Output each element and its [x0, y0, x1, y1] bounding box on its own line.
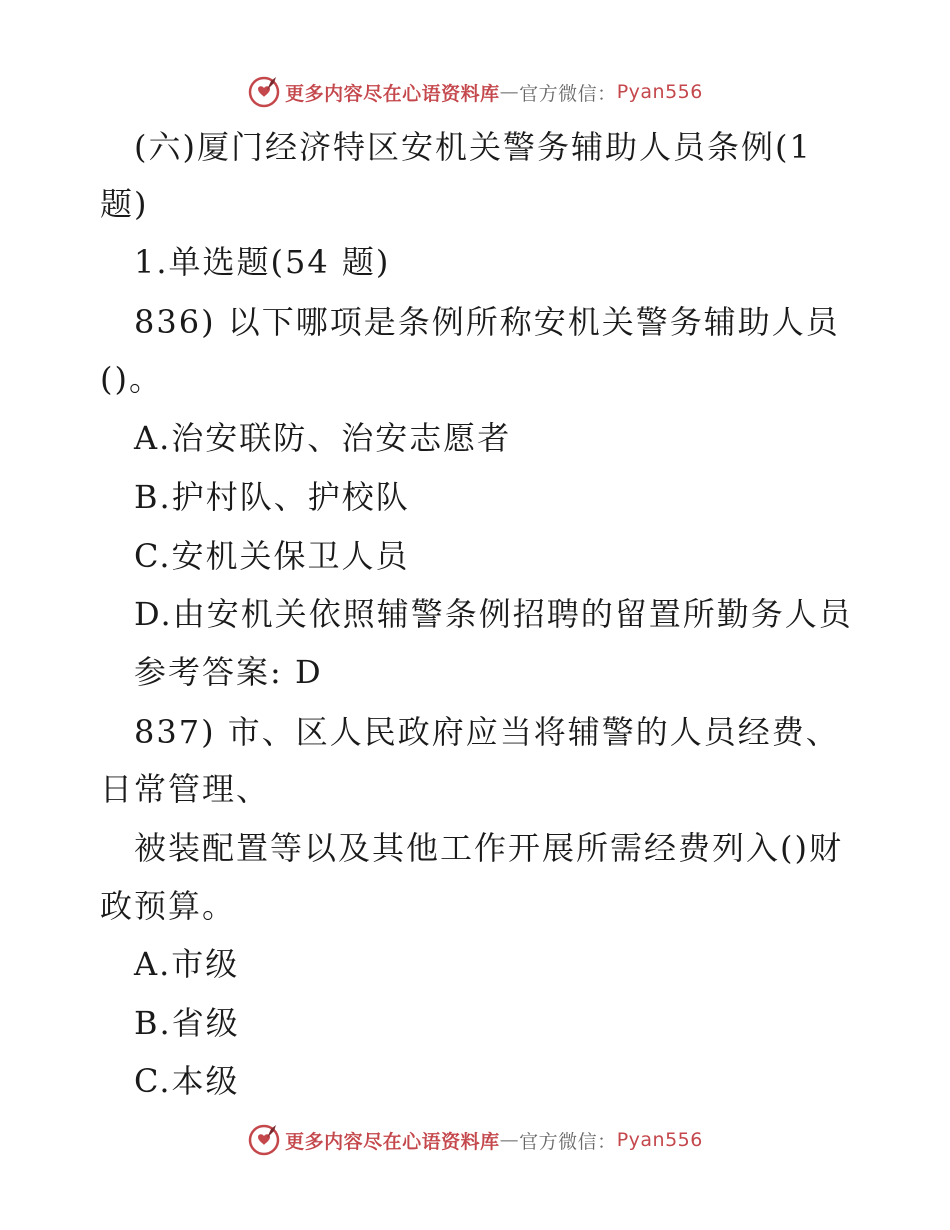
question-837-option-c: C.本级 — [134, 1062, 240, 1100]
question-837-option-b: B.省级 — [134, 1004, 240, 1042]
banner-wechat-label: 官方微信： — [519, 1130, 617, 1153]
question-837-stem-line-2: 日常管理、 — [100, 770, 271, 808]
question-837-stem-line-3: 被装配置等以及其他工作开展所需经费列入()财 — [134, 829, 843, 867]
banner-dash: — — [499, 1129, 520, 1151]
section-title-line-2: 题) — [100, 185, 149, 223]
section-title-line-1: (六)厦门经济特区安机关警务辅助人员条例(1 — [134, 128, 812, 166]
banner-dash: — — [499, 81, 520, 103]
question-836-option-b: B.护村队、护校队 — [134, 478, 410, 516]
banner-wechat-label: 官方微信： — [519, 82, 617, 105]
question-836-option-d: D.由安机关依照辅警条例招聘的留置所勤务人员 — [134, 595, 853, 633]
banner-title: 更多内容尽在心语资料库 — [285, 82, 500, 105]
question-837-stem-line-4: 政预算。 — [100, 887, 237, 925]
question-836-stem-line-1: 836) 以下哪项是条例所称安机关警务辅助人员 — [134, 303, 840, 341]
quill-heart-logo-icon — [247, 1123, 281, 1157]
question-837-option-a: A.市级 — [134, 945, 240, 983]
banner-wechat-id: Pyan556 — [616, 1129, 703, 1151]
question-836-option-c: C.安机关保卫人员 — [134, 537, 410, 575]
section-subtitle: 1.单选题(54 题) — [134, 243, 391, 281]
banner-title: 更多内容尽在心语资料库 — [285, 1130, 500, 1153]
question-837-stem-line-1: 837) 市、区人民政府应当将辅警的人员经费、 — [134, 713, 840, 751]
question-836-option-a: A.治安联防、治安志愿者 — [134, 419, 512, 457]
banner-wechat-id: Pyan556 — [616, 81, 703, 103]
question-836-stem-line-2: ()。 — [100, 360, 163, 398]
footer-banner — [0, 1120, 950, 1160]
question-836-answer: 参考答案: D — [134, 653, 323, 691]
